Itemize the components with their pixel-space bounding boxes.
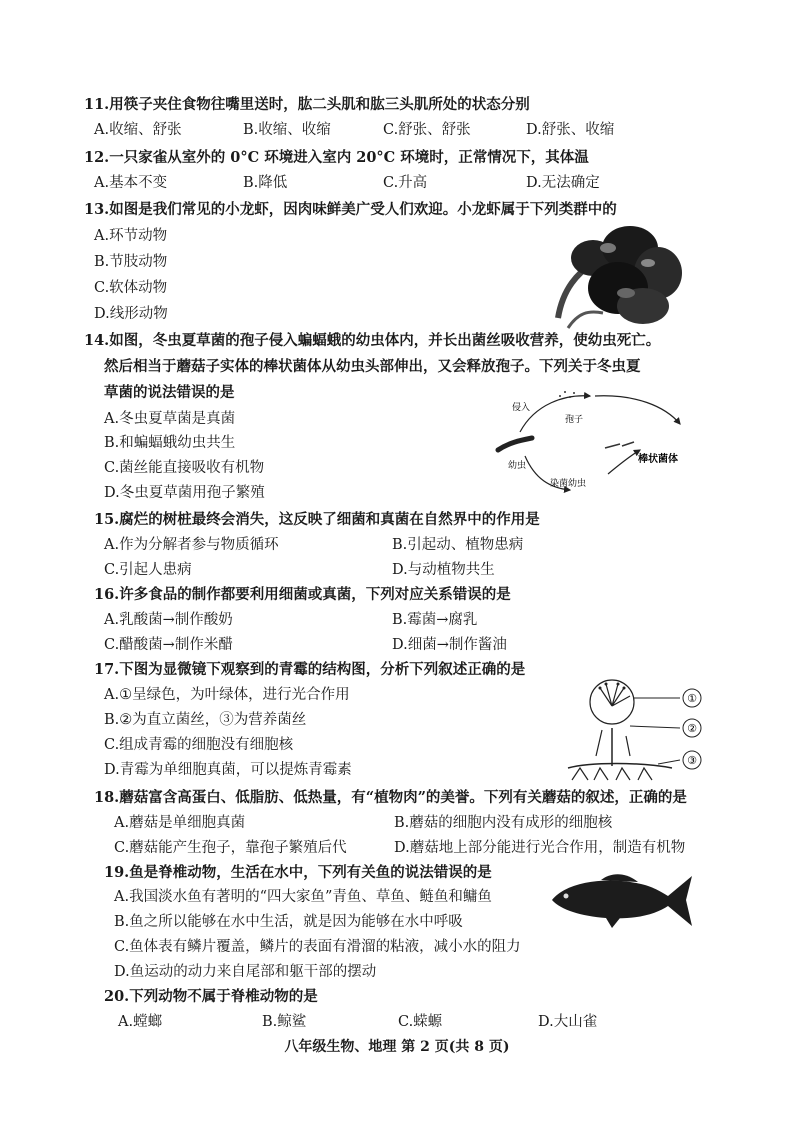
q17-option-c: C.组成青霉的细胞没有细胞核 [104, 737, 294, 753]
diagram-label-1: ① [687, 692, 697, 705]
q11-option-a: A.收缩、舒张 [94, 122, 182, 138]
q18-stem: 18.蘑菇富含高蛋白、低脂肪、低热量，有“植物肉”的美誉。下列有关蘑菇的叙述，正确的是 [94, 789, 687, 806]
q19-stem: 19.鱼是脊椎动物，生活在水中，下列有关鱼的说法错误的是 [104, 864, 492, 881]
q12-stem: 12.一只家雀从室外的 0°C 环境进入室内 20°C 环境时，正常情况下，其体温 [84, 149, 589, 166]
q17-option-b: B.②为直立菌丝，③为营养菌丝 [104, 712, 307, 728]
q17-stem: 17.下图为显微镜下观察到的青霉的结构图，分析下列叙述正确的是 [94, 661, 526, 678]
diagram-label-3: ③ [687, 754, 697, 767]
q20-option-d: D.大山雀 [538, 1014, 598, 1030]
q13-option-c: C.软体动物 [94, 280, 168, 296]
q15-option-c: C.引起人患病 [104, 562, 192, 578]
q11-option-b: B.收缩、收缩 [243, 122, 331, 138]
q12-option-d: D.无法确定 [526, 175, 600, 191]
q16-option-c: C.醋酸菌→制作米醋 [104, 637, 233, 653]
q14-option-d: D.冬虫夏草菌用孢子繁殖 [104, 485, 265, 501]
q15-option-b: B.引起动、植物患病 [392, 537, 524, 553]
q18-option-d: D.蘑菇地上部分能进行光合作用，制造有机物 [394, 840, 686, 856]
q12-option-a: A.基本不变 [94, 175, 168, 191]
q13-option-b: B.节肢动物 [94, 254, 168, 270]
penicillium-structure-diagram [560, 676, 710, 784]
diagram-label-spore: 孢子 [565, 415, 584, 425]
q17-option-d: D.青霉为单细胞真菌，可以提炼青霉素 [104, 762, 352, 778]
q16-option-b: B.霉菌→腐乳 [392, 612, 478, 628]
q14-option-b: B.和蝙蝠蛾幼虫共生 [104, 435, 236, 451]
q11-option-c: C.舒张、舒张 [383, 122, 471, 138]
q15-option-d: D.与动植物共生 [392, 562, 495, 578]
q19-option-a: A.我国淡水鱼有著明的“四大家鱼”青鱼、草鱼、鲢鱼和鳙鱼 [114, 889, 492, 905]
diagram-label-2: ② [687, 722, 697, 735]
q18-option-c: C.蘑菇能产生孢子，靠孢子繁殖后代 [114, 840, 347, 856]
q14-stem-line3: 草菌的说法错误的是 [104, 384, 235, 401]
fish-image [546, 870, 696, 932]
q19-option-c: C.鱼体表有鳞片覆盖，鳞片的表面有滑溜的粘液，减小水的阻力 [114, 939, 521, 955]
q15-option-a: A.作为分解者参与物质循环 [104, 537, 279, 553]
q11-stem: 11.用筷子夹住食物往嘴里送时，肱二头肌和肱三头肌所处的状态分别 [84, 96, 530, 113]
q19-option-d: D.鱼运动的动力来自尾部和躯干部的摆动 [114, 964, 377, 980]
q20-option-a: A.螳螂 [118, 1014, 163, 1030]
q13-option-a: A.环节动物 [94, 228, 168, 244]
q20-stem: 20.下列动物不属于脊椎动物的是 [104, 988, 318, 1005]
q16-option-d: D.细菌→制作酱油 [392, 637, 507, 653]
q18-option-a: A.蘑菇是单细胞真菌 [114, 815, 246, 831]
q14-option-a: A.冬虫夏草菌是真菌 [104, 411, 236, 427]
q14-stem-line1: 14.如图，冬虫夏草菌的孢子侵入蝙蝠蛾的幼虫体内，并长出菌丝吸收营养，使幼虫死亡。 [84, 332, 661, 349]
q12-option-b: B.降低 [243, 175, 288, 191]
cordyceps-cycle-diagram [470, 384, 730, 496]
q13-stem: 13.如图是我们常见的小龙虾，因肉味鲜美广受人们欢迎。小龙虾属于下列类群中的 [84, 201, 617, 218]
diagram-label-club-fungus: 棒状菌体 [638, 454, 678, 465]
q11-option-d: D.舒张、收缩 [526, 122, 615, 138]
q16-stem: 16.许多食品的制作都要利用细菌或真菌，下列对应关系错误的是 [94, 586, 511, 603]
page-footer: 八年级生物、地理 第 2 页(共 8 页) [284, 1039, 510, 1055]
q16-option-a: A.乳酸菌→制作酸奶 [104, 612, 233, 628]
diagram-label-infected-larva: 染菌幼虫 [550, 479, 587, 489]
q18-option-b: B.蘑菇的细胞内没有成形的细胞核 [394, 815, 613, 831]
q12-option-c: C.升高 [383, 175, 428, 191]
q20-option-b: B.鲸鲨 [262, 1014, 307, 1030]
q14-option-c: C.菌丝能直接吸收有机物 [104, 460, 265, 476]
diagram-label-larva: 幼虫 [508, 461, 527, 471]
q15-stem: 15.腐烂的树桩最终会消失，这反映了细菌和真菌在自然界中的作用是 [94, 511, 540, 528]
q20-option-c: C.蝾螈 [398, 1014, 443, 1030]
diagram-label-invade: 侵入 [512, 403, 531, 413]
q13-option-d: D.线形动物 [94, 306, 168, 322]
q17-option-a: A.①呈绿色，为叶绿体，进行光合作用 [104, 687, 350, 703]
crayfish-image [548, 218, 688, 330]
q14-stem-line2: 然后相当于蘑菇子实体的棒状菌体从幼虫头部伸出，又会释放孢子。下列关于冬虫夏 [104, 358, 641, 375]
q19-option-b: B.鱼之所以能够在水中生活，就是因为能够在水中呼吸 [114, 914, 463, 930]
